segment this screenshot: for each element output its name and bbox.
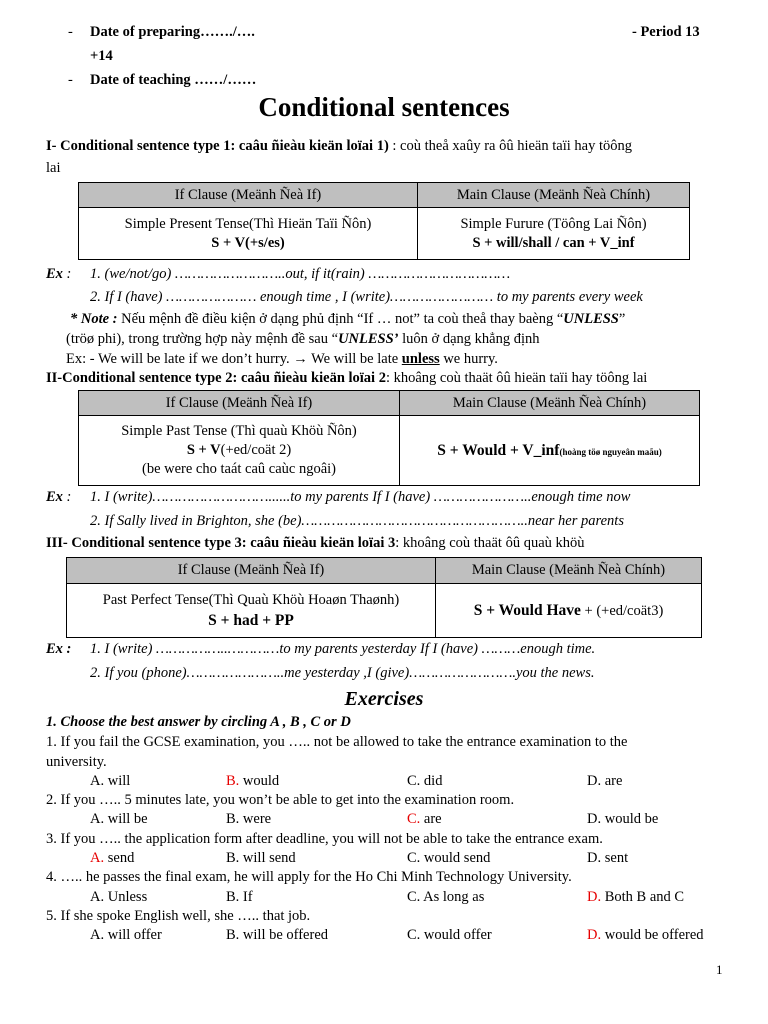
option-letter: B. (226, 889, 240, 905)
answer-option[interactable] (587, 889, 684, 906)
option-letter: B. (226, 927, 240, 943)
option-letter: C. (407, 811, 421, 827)
type2-col1-header: If Clause (Meänh Ñeà If) (79, 391, 400, 416)
option-text: Both B and C (601, 889, 685, 905)
header-dash-2: - (68, 72, 73, 88)
option-letter: D. (587, 811, 602, 827)
type1-note-line2: (tröø phi), trong trường hợp này mệnh đề sau “UNLESS’ luôn ở dạng khẳng định (66, 331, 540, 347)
option-text: did (420, 773, 443, 789)
option-text: As long as (420, 889, 485, 905)
type1-col2-formula: S + will/shall / can + V_inf (472, 234, 635, 251)
type1-heading (46, 138, 632, 155)
type3-ex1: 1. I (write) ……………..…………to my parents yesterday If I (have) ………enough time. (90, 641, 596, 657)
option-letter: A. (90, 773, 105, 789)
option-text: are (420, 811, 442, 827)
answer-option[interactable] (407, 811, 442, 828)
arrow-right-icon: → (293, 351, 308, 367)
type3-col1-header: If Clause (Meänh Ñeà If) (67, 558, 436, 584)
option-text: were (239, 811, 272, 827)
option-letter: C. (407, 927, 421, 943)
type2-col2-cell: S + Would + V_inf(hoàng töø nguyeân maãu) (400, 416, 700, 486)
exercise-instruction: 1. Choose the best answer by circling A , B , C or D (46, 714, 351, 730)
type2-col2-header: Main Clause (Meänh Ñeà Chính) (400, 391, 700, 416)
answer-option[interactable] (90, 773, 130, 790)
option-text: would be offered (601, 927, 704, 943)
option-letter: A. (90, 811, 105, 827)
type3-col2-header: Main Clause (Meänh Ñeà Chính) (436, 558, 702, 584)
question-text: 1. If you fail the GCSE examination, you ….. not be allowed to take the entrance examination to the (46, 734, 628, 750)
option-letter: D. (587, 850, 602, 866)
type3-col1-cell: Past Perfect Tense(Thì Quaù Khöù Hoaøn Thaønh) S + had + PP (67, 584, 436, 638)
type1-col1-cell (79, 208, 418, 260)
option-text: will send (239, 850, 296, 866)
answer-option[interactable] (90, 889, 147, 906)
type3-table (66, 557, 702, 638)
option-text: Unless (104, 889, 148, 905)
option-letter: C. (407, 773, 421, 789)
type1-ex-label: Ex : (46, 266, 72, 282)
answer-option[interactable] (407, 773, 442, 790)
answer-option[interactable] (587, 850, 628, 867)
option-text: will offer (104, 927, 162, 943)
answer-option[interactable] (226, 889, 253, 906)
type1-heading-rest: : coù theå xaûy ra ôû hieän taïi hay töông (388, 138, 632, 154)
type1-col2-line1: Simple Furure (Töông Lai Ñôn) (460, 215, 647, 232)
answer-option[interactable] (226, 811, 271, 828)
exercises-title: Exercises (344, 688, 424, 710)
answer-option[interactable] (587, 927, 704, 944)
answer-option[interactable] (587, 811, 658, 828)
answer-option[interactable] (90, 927, 162, 944)
answer-option[interactable] (226, 927, 328, 944)
answer-option[interactable] (90, 811, 148, 828)
type3-heading: III- Conditional sentence type 3: caâu ñieàu kieän loïai 3: khoâng coù thaät ôû quaù khöù (46, 535, 585, 551)
option-letter: A. (90, 889, 105, 905)
option-text: send (104, 850, 135, 866)
page-title: Conditional sentences (258, 92, 510, 122)
type1-ex2: 2. If I (have) ………………… enough time , I (write)…………………… to my parents every week (90, 289, 643, 305)
option-letter: B. (226, 811, 240, 827)
option-letter: D. (587, 773, 602, 789)
option-letter: D. (587, 927, 602, 943)
question-text-cont: university. (46, 754, 107, 770)
option-letter: A. (90, 927, 105, 943)
type1-heading-cont: lai (46, 160, 61, 176)
option-text: If (239, 889, 253, 905)
type1-col2-header: Main Clause (Meänh Ñeà Chính) (418, 183, 690, 208)
option-letter: C. (407, 889, 421, 905)
question-text: 3. If you ….. the application form after deadline, you will not be able to take the entrance exam. (46, 831, 603, 847)
period-label: - Period 13 (632, 24, 700, 40)
option-letter: B. (226, 773, 240, 789)
header-dash-1: - (68, 24, 73, 40)
option-text: would send (420, 850, 491, 866)
type3-ex2: 2. If you (phone)…………………..me yesterday ,I (give)…………………….you the news. (90, 665, 595, 681)
type1-note: * Note : Nếu mệnh đề điều kiện ở dạng phủ định “If … not” ta coù theå thay baèng “UNLESS” (70, 311, 626, 327)
option-text: would be (601, 811, 659, 827)
answer-option[interactable] (407, 889, 484, 906)
option-text: will be (104, 811, 148, 827)
type3-col2-cell: S + Would Have + (+ed/coät3) (436, 584, 702, 638)
question-text: 4. ….. he passes the final exam, he will apply for the Ho Chi Minh Technology University. (46, 869, 572, 885)
answer-option[interactable] (90, 850, 134, 867)
type1-ex1: 1. (we/not/go) ……………………..out, if it(rain) …………………………… (90, 266, 511, 282)
type2-ex-label: Ex : (46, 489, 72, 505)
option-letter: A. (90, 850, 105, 866)
type2-table (78, 390, 700, 486)
option-text: would (239, 773, 280, 789)
date-of-preparing: Date of preparing……./…. (90, 24, 255, 40)
type3-ex-label: Ex : (46, 641, 72, 657)
type1-col2-cell (418, 208, 690, 260)
page-number: 1 (716, 962, 723, 977)
question-text: 2. If you ….. 5 minutes late, you won’t be able to get into the examination room. (46, 792, 515, 808)
question-text: 5. If she spoke English well, she ….. that job. (46, 908, 311, 924)
type1-heading-bold: I- Conditional sentence type 1: caâu ñieàu kieän loïai 1) (46, 138, 389, 154)
answer-option[interactable] (226, 850, 296, 867)
type1-col1-line1: Simple Present Tense(Thì Hieän Taïi Ñôn) (124, 215, 372, 232)
option-text: will (104, 773, 131, 789)
option-text: are (601, 773, 623, 789)
option-letter: D. (587, 889, 602, 905)
type1-note-example: Ex: - We will be late if we don’t hurry. → We will be late unless we hurry. (66, 351, 498, 367)
option-text: will be offered (239, 927, 329, 943)
option-letter: B. (226, 850, 240, 866)
answer-option[interactable] (587, 773, 622, 790)
option-letter: C. (407, 850, 421, 866)
type2-ex1: 1. I (write)………………………......to my parents If I (have) …………………..enough time now (90, 489, 631, 505)
type1-col1-header: If Clause (Meänh Ñeà If) (79, 183, 418, 208)
date-of-teaching: Date of teaching ……/…… (90, 72, 257, 88)
answer-option[interactable] (407, 850, 490, 867)
type1-col1-formula: S + V(+s/es) (211, 234, 285, 251)
option-text: would offer (420, 927, 492, 943)
type2-col1-cell: Simple Past Tense (Thì quaù Khöù Ñôn) S + V(+ed/coät 2) (be were cho taát caû caùc ngoâi) (79, 416, 400, 486)
type1-table (78, 182, 690, 260)
answer-option[interactable] (407, 927, 492, 944)
type2-ex2: 2. If Sally lived in Brighton, she (be)……………………………………………..near her parents (90, 513, 624, 529)
date-plus14: +14 (90, 48, 113, 64)
type2-heading: II-Conditional sentence type 2: caâu ñieàu kieän loïai 2: khoâng coù thaät ôû hieän taïi hay töông lai (46, 370, 648, 386)
note-label: * Note : (70, 311, 118, 327)
option-text: sent (601, 850, 629, 866)
answer-option[interactable] (226, 773, 279, 790)
